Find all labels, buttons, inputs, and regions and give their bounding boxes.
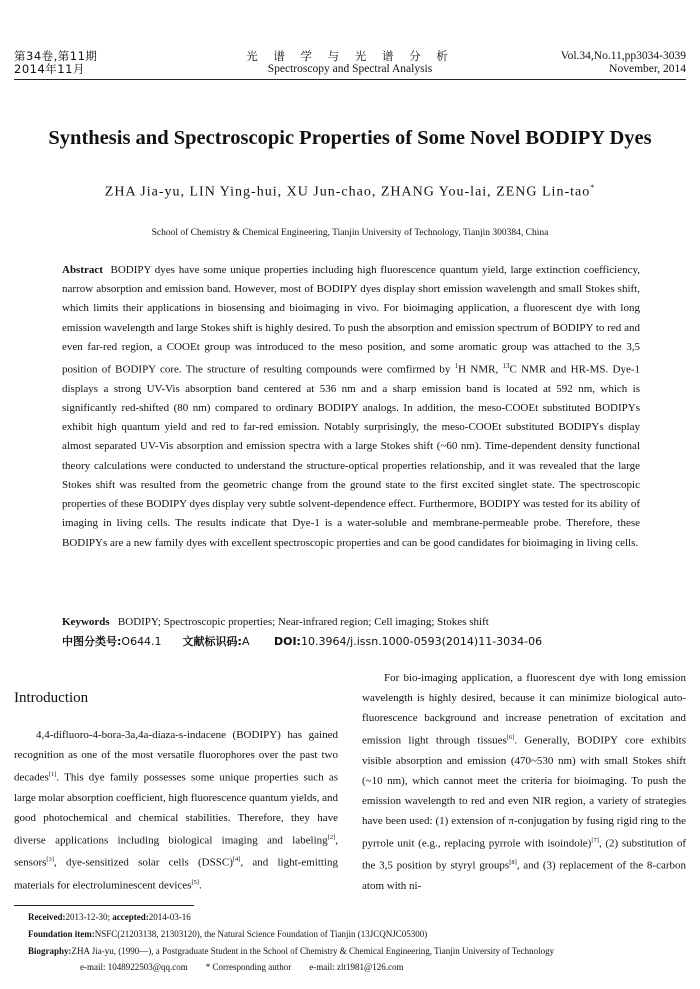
paragraph-text: , and light-emitting materials for electroluminescent devices	[14, 856, 338, 892]
citation-ref[interactable]: [7]	[591, 836, 599, 844]
accepted-label: accepted:	[112, 912, 149, 922]
paragraph-text: , sensors	[14, 834, 338, 869]
section-heading-introduction: Introduction	[14, 690, 89, 706]
intro-paragraph-1	[14, 725, 338, 896]
keywords-label: Keywords	[62, 616, 110, 628]
received-date: 2013-12-30;	[65, 912, 113, 922]
citation-ref[interactable]: [2]	[327, 833, 336, 841]
abstract-text: BODIPY dyes have some unique properties including high fluorescence quantum yield, large extinction coefficiency, narrow absorption and emission band. However, most of BODIPY dyes display short emission wavelength and small Stokes shift, which limits their applications in biosensing and bioimaging in vivo. For bioimaging application, a fluorescent dye with long emission wavelength and large Stokes shift is highly desired. To push the absorption and emission spectrum of BODIPY to red and even far-red region, a COOEt group was introduced to the meso position, and some aromatic group was attached to the 3,5 position of BODIPY core. The structure of resulting compounds were comfirmed by	[62, 264, 640, 376]
biography-label: Biography:	[28, 946, 72, 956]
corresponding-author-note: * Corresponding author	[205, 962, 292, 972]
citation-ref[interactable]: [5]	[191, 878, 200, 886]
clc-label: 中图分类号:	[62, 635, 122, 648]
paragraph-text: 4,4-difluoro-4-bora-3a,4a-diaza-s-indacene (BODIPY) has gained recognition as one of the most versatile fluorophores over the past two decades	[14, 729, 338, 784]
received-label: Received:	[28, 912, 66, 922]
abstract-text: C NMR and HR-MS. Dye-1 displays a strong UV-Vis absorption band centered at 536 nm and a sharp emission band is located at 592 nm, which is significantly red-shifted (80 nm) compared to ordinary BODIPY analogs. In addition, the meso-COOEt substituted BODIPYs exhibit high quantum yield and red to far-red emission. Notably surprisingly, the meso-COOEt substituted BODIPYs display almost separated UV-Vis absorption and emission spectra with a large Stokes shift (~60 nm). Time-dependent density functional theory calculations were conducted to understand the structure-optical properties relationship, and it was revealed that the large Stokes shift was resulted from the geometric change from the ground state to the first excited singlet state. The spectroscopic properties of these BODIPY dyes display very subtle solvent-dependence effect. Furthermore, BODIPY was tested for its ability of imaging in living cells. The results indicate that Dye-1 is a water-soluble and membrane-permeable probe. Therefore, these BODIPYs are a new family dyes with excellent spectroscopic properties and can be good candidates for bioimaging in living cells.	[62, 363, 640, 549]
journal-name-en: Spectroscopy and Spectral Analysis	[267, 63, 433, 75]
journal-issue	[14, 50, 97, 76]
citation-ref[interactable]: [3]	[46, 856, 54, 864]
citation-ref[interactable]: [6]	[506, 734, 515, 741]
footnote-received	[28, 909, 688, 925]
abstract-text: H NMR,	[458, 363, 503, 376]
author-list	[0, 183, 700, 201]
journal-name	[230, 50, 470, 76]
affiliation: School of Chemistry & Chemical Engineering, Tianjin University of Technology, Tianjin 300384, China	[151, 228, 549, 238]
sup-13: 13	[502, 362, 510, 371]
classification	[62, 632, 662, 651]
foundation-text: NSFC(21203138, 21303120), the Natural Science Foundation of Tianjin (13JCQNJC05300)	[94, 929, 428, 939]
doc-code-label: 文献标识码:	[182, 635, 242, 648]
paragraph-text: .	[199, 879, 202, 892]
journal-date: 2014年11月	[14, 62, 85, 76]
accepted-date: 2014-03-16	[148, 912, 191, 922]
volume-pages: Vol.34,No.11,pp3034-3039	[560, 50, 686, 62]
paper-title: Synthesis and Spectroscopic Properties of Some Novel BODIPY Dyes	[48, 127, 652, 149]
paragraph-text: , dye-sensitized solar cells (DSSC)	[53, 856, 233, 869]
paragraph-text: . Generally, BODIPY core exhibits visible absorption and emission (470~530 nm) with small Stokes shift (~10 nm), which cannot meet the criteria for bioimaging. To push the emission wavelength to red and even NIR region, a variety of strategies have been used: (1) extension of π-conjugation by fusing rigid ring to the pyrrole unit (e.g., replacing pyrrole with isoindole)	[362, 734, 687, 850]
foundation-label: Foundation item:	[28, 929, 95, 939]
sup-1: 1	[454, 362, 459, 371]
abstract-label: Abstract	[62, 264, 103, 276]
author-email[interactable]: e-mail: 1048922503@qq.com	[80, 962, 188, 972]
paragraph-text: . This dye family possesses some unique properties such as large molar absorption coefficient, high fluorescence quantum yields, and good photochemical and chemical stabilities. Therefore, they have diverse applications including biological imaging and labeling	[14, 771, 338, 847]
clc-value: O644.1	[121, 635, 162, 648]
abstract	[62, 261, 640, 553]
doc-code-value: A	[241, 635, 250, 648]
header-rule	[14, 79, 686, 80]
doi-value: 10.3964/j.issn.1000-0593(2014)11-3034-06	[300, 635, 543, 648]
biography-text: ZHA Jia-yu, (1990—), a Postgraduate Student in the School of Chemistry & Chemical Engineering, Tianjin University of Technology	[71, 946, 555, 956]
corresponding-email[interactable]: e-mail: zlt1981@126.com	[309, 962, 404, 972]
paragraph-text: , (2) substitution of the 3,5 position by styryl groups	[362, 837, 686, 872]
authors-text: ZHA Jia-yu, LIN Ying-hui, XU Jun-chao, ZHANG You-lai, ZENG Lin-tao	[104, 184, 591, 200]
keywords	[62, 613, 640, 632]
footnote-biography	[28, 943, 688, 975]
issue-month: November, 2014	[609, 63, 686, 75]
paragraph-text: , and (3) replacement of the 8-carbon atom with ni-	[362, 859, 686, 892]
citation-ref[interactable]: [8]	[509, 859, 517, 867]
corresponding-mark: *	[590, 183, 596, 192]
doi-label: DOI:	[273, 635, 301, 648]
keywords-text: BODIPY; Spectroscopic properties; Near-infrared region; Cell imaging; Stokes shift	[117, 616, 489, 628]
footnote-foundation	[28, 926, 688, 942]
journal-name-cn: 光 谱 学 与 光 谱 分 析	[246, 49, 454, 63]
journal-volume: 第34卷,第11期	[14, 49, 98, 63]
page-info	[561, 50, 686, 76]
citation-ref[interactable]: [1]	[48, 771, 57, 778]
citation-ref[interactable]: [4]	[232, 856, 241, 864]
footnote-rule	[14, 905, 194, 906]
intro-paragraph-2	[362, 668, 686, 896]
paragraph-text: For bio-imaging application, a fluorescent dye with long emission wavelength is highly desired, because it can minimize biological auto-fluorescence background and increase penetration of excitation and emission light through tissues	[362, 672, 686, 747]
